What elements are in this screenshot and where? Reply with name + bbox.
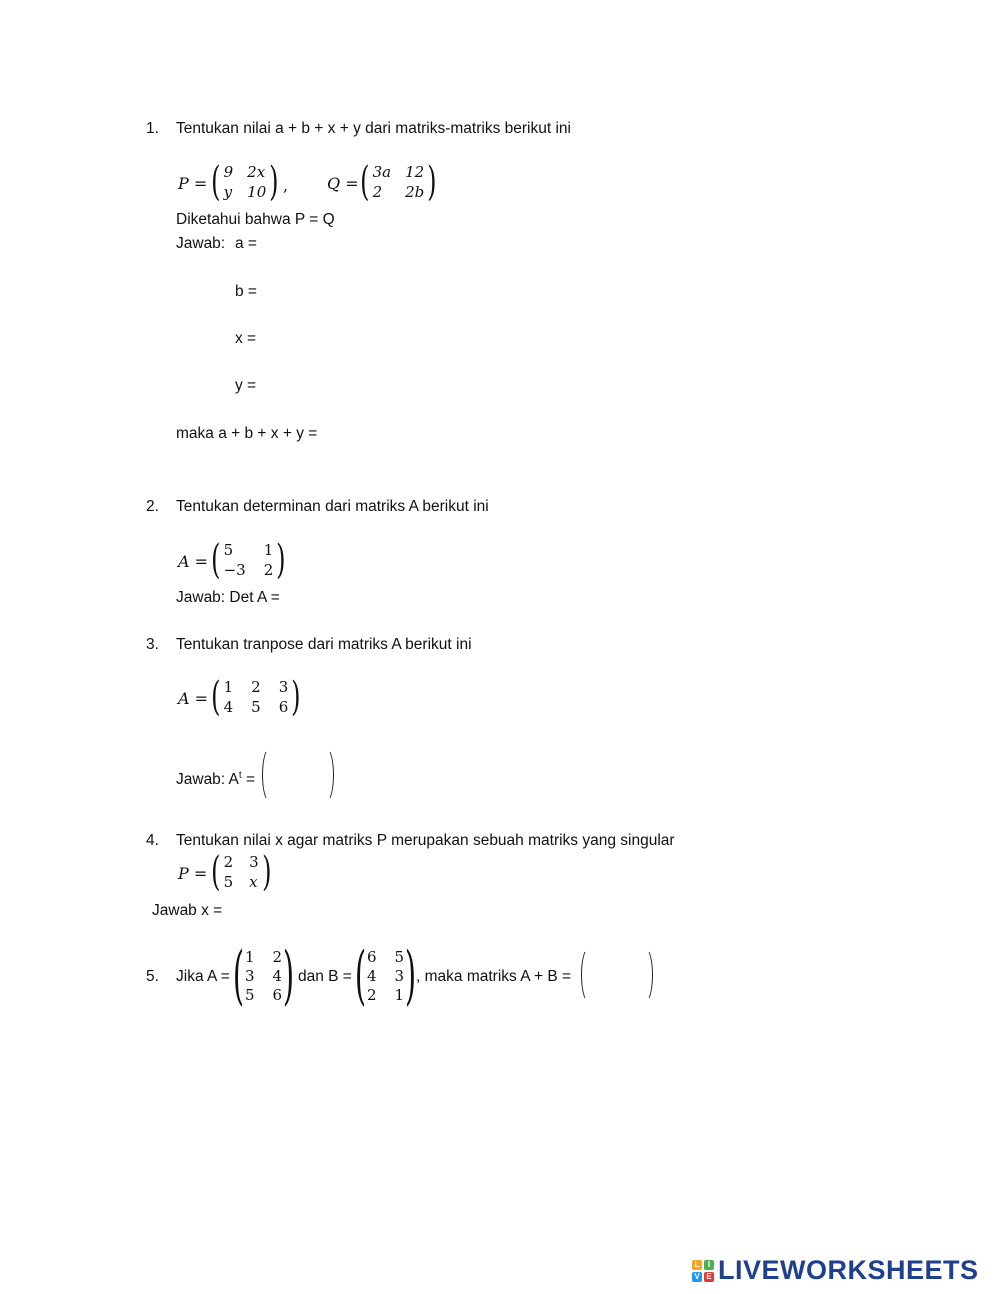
q3-prompt: Tentukan tranpose dari matriks A berikut ini	[176, 636, 472, 653]
matrix-cell: 3	[244, 967, 255, 985]
q5-text-c: , maka matriks A + B =	[416, 968, 572, 985]
matrix-cell: 5	[394, 948, 405, 966]
q3-answer-matrix-input[interactable]	[262, 748, 334, 804]
q5-text-a: Jika A =	[176, 968, 230, 985]
q3-a-label: A =	[178, 689, 209, 708]
matrix-cell: 2	[272, 948, 283, 966]
q1-q-label: Q =	[327, 174, 359, 193]
matrix-cell: 1	[223, 678, 234, 696]
right-bracket	[319, 748, 334, 802]
matrix-cell: 2	[372, 183, 383, 201]
q1-p-label: P =	[178, 174, 208, 193]
matrix-cell: 5	[251, 698, 261, 716]
logo-tile: I	[704, 1260, 714, 1270]
left-bracket	[262, 748, 277, 802]
q1-given: Diketahui bahwa P = Q	[176, 211, 335, 228]
matrix-cell: 6	[272, 986, 283, 1004]
q5-number: 5.	[146, 968, 159, 985]
q2-answer: Jawab: Det A =	[176, 589, 280, 606]
matrix-cell: 6	[278, 698, 289, 716]
matrix-cell: 3	[249, 853, 259, 871]
q2-number: 2.	[146, 498, 159, 515]
matrix-cell: 12	[405, 163, 425, 181]
q3-answer	[176, 767, 255, 789]
q4-p-grid	[224, 853, 259, 891]
matrix-cell: 2x	[247, 163, 266, 181]
left-bracket	[581, 948, 596, 1002]
q1-sum-line: maka a + b + x + y =	[176, 425, 318, 442]
matrix-cell: 4	[223, 698, 234, 716]
q3-a-grid	[224, 678, 289, 716]
matrix-cell: 3	[278, 678, 289, 696]
matrix-cell: 1	[394, 986, 405, 1004]
matrix-cell: x	[249, 873, 258, 891]
q1-p-matrix: ( 9 2x y 10 )	[211, 159, 279, 205]
matrix-cell: 4	[366, 967, 377, 985]
q1-y-line: y =	[235, 377, 257, 394]
matrix-cell: 1	[263, 541, 274, 559]
matrix-cell: 6	[366, 948, 377, 966]
q2-a-matrix: ( 5 1 −3 2 )	[211, 537, 286, 583]
matrix-cell: 1	[244, 948, 255, 966]
q1-q-matrix: ( 3a 12 2 2b )	[360, 159, 437, 205]
q1-a-line: a =	[235, 235, 257, 252]
matrix-cell: 4	[272, 967, 283, 985]
matrix-cell: 5	[223, 873, 234, 891]
q1-prompt: Tentukan nilai a + b + x + y dari matriks-matriks berikut ini	[176, 120, 571, 137]
q5-a-matrix: ( 1 2 3 4 5 6 )	[232, 939, 295, 1013]
matrix-cell: 2	[263, 561, 274, 579]
q5-text-b: dan B =	[298, 968, 352, 985]
q2-a-label: A =	[178, 552, 209, 571]
matrix-cell: 3	[394, 967, 405, 985]
q3-a-matrix: ( 1 2 3 4 5 6 )	[211, 674, 301, 720]
q5-a-grid	[245, 948, 282, 1004]
matrix-cell: 5	[244, 986, 255, 1004]
q5-b-matrix: ( 6 5 4 3 2 1 )	[354, 939, 417, 1013]
q1-p-grid	[224, 163, 267, 201]
q1-answer-intro: Jawab:	[176, 235, 226, 252]
q1-x-line: x =	[235, 330, 257, 347]
q2-a-grid	[224, 541, 274, 579]
liveworksheets-logo-icon	[692, 1260, 714, 1282]
q1-b-line: b =	[235, 283, 257, 300]
liveworksheets-brand: LIVEWORKSHEETS	[718, 1255, 979, 1285]
q3-answer-prefix: Jawab: A	[176, 771, 239, 789]
q3-number: 3.	[146, 636, 159, 653]
q5-b-grid	[367, 948, 404, 1004]
q1-q-grid	[373, 163, 425, 201]
liveworksheets-logo[interactable]	[692, 1255, 979, 1286]
matrix-cell: 2b	[405, 183, 425, 201]
matrix-cell: 10	[247, 183, 267, 201]
right-bracket	[638, 948, 653, 1002]
q4-prompt: Tentukan nilai x agar matriks P merupakan sebuah matriks yang singular	[176, 832, 675, 849]
q4-p-label: P =	[178, 864, 208, 883]
matrix-cell: −3	[223, 561, 246, 579]
q4-number: 4.	[146, 832, 159, 849]
q4-answer: Jawab x =	[152, 902, 223, 919]
logo-tile: L	[692, 1260, 702, 1270]
matrix-cell: 2	[366, 986, 377, 1004]
matrix-cell: 9	[223, 163, 234, 181]
matrix-cell: 2	[223, 853, 234, 871]
q3-answer-suffix: =	[241, 771, 256, 789]
q1-separator: ,	[283, 176, 289, 195]
q1-number: 1.	[146, 120, 159, 137]
q3-answer-sup: t	[238, 770, 242, 781]
logo-tile: V	[692, 1272, 702, 1282]
q5-answer-matrix-input[interactable]	[581, 948, 653, 1004]
matrix-cell: 5	[223, 541, 234, 559]
matrix-cell: 3a	[372, 163, 392, 181]
q4-p-matrix: ( 2 3 5 x )	[211, 849, 272, 895]
logo-tile: E	[704, 1272, 714, 1282]
q2-prompt: Tentukan determinan dari matriks A berikut ini	[176, 498, 489, 515]
matrix-cell: 2	[251, 678, 261, 696]
matrix-cell: y	[223, 183, 233, 201]
